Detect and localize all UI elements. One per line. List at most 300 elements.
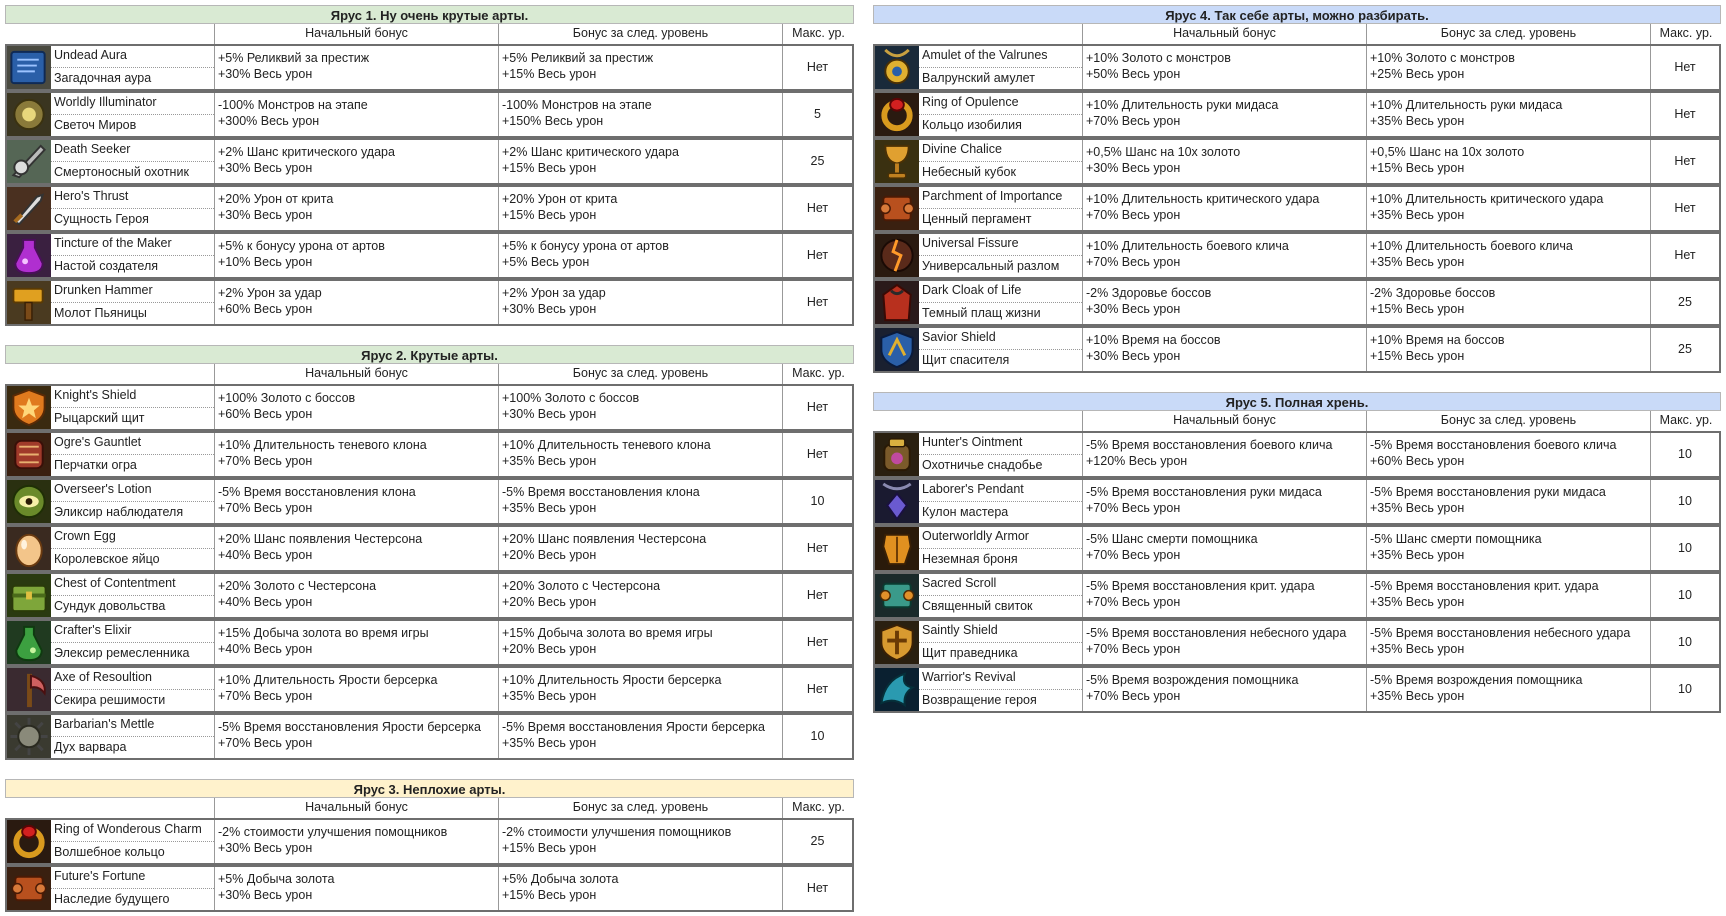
start-bonus-effect: -2% стоимости улучшения помощников [218,825,448,839]
next-bonus-damage: +20% Весь урон [502,548,597,562]
next-bonus-effect: +10% Длительность руки мидаса [1370,98,1563,112]
artifact-name-ru: Кулон мастера [922,505,1009,519]
next-bonus-damage: +35% Весь урон [1370,501,1465,515]
artifact-name-en: Outerworldly Armor [919,527,1082,549]
max-level-cell: Нет [1674,107,1696,121]
start-bonus-effect: +10% Длительность руки мидаса [1086,98,1279,112]
next-bonus-damage: +35% Весь урон [502,689,597,703]
next-bonus-damage: +15% Весь урон [502,841,597,855]
artifact-names [51,234,215,277]
next-bonus-effect: -5% Время восстановления клона [502,485,700,499]
artifact-names [51,281,215,324]
green-elixir-icon [7,621,51,664]
next-bonus-effect: +10% Длительность боевого клича [1370,239,1573,253]
start-bonus-damage: +70% Весь урон [1086,501,1181,515]
start-bonus-cell [215,281,499,324]
next-bonus-damage: +35% Весь урон [1370,595,1465,609]
artifact-row [873,138,1721,185]
next-bonus-effect: +5% Реликвий за престиж [502,51,654,65]
column-header-next-bonus: Бонус за след. уровень [499,24,783,44]
next-level-bonus-cell [499,574,783,617]
artifact-names [919,480,1083,523]
start-bonus-cell [1083,140,1367,183]
artifact-row [873,279,1721,326]
next-level-bonus-cell [499,621,783,664]
armor-icon [875,527,919,570]
column-header-max-level: Макс. ур. [1659,413,1713,427]
next-level-bonus-cell [1367,574,1651,617]
next-bonus-damage: +35% Весь урон [502,454,597,468]
max-level-cell: 25 [1678,295,1692,309]
tier-1-table [5,5,854,326]
artifact-row [5,619,854,666]
next-bonus-damage: +15% Весь урон [502,67,597,81]
start-bonus-cell [1083,433,1367,476]
artifact-row [873,478,1721,525]
artifact-names [51,820,215,863]
next-level-bonus-cell [1367,140,1651,183]
artifact-name-en: Worldly Illuminator [51,93,214,115]
artifact-name-en: Hero's Thrust [51,187,214,209]
artifact-name-en: Chest of Contentment [51,574,214,596]
start-bonus-damage: +70% Весь урон [218,501,313,515]
start-bonus-effect: +5% к бонусу урона от артов [218,239,385,253]
scroll-icon [875,187,919,230]
start-bonus-damage: +60% Весь урон [218,407,313,421]
artifact-name-ru: Волшебное кольцо [54,845,165,859]
artifact-name-en: Crown Egg [51,527,214,549]
artifact-row [5,818,854,865]
start-bonus-damage: +70% Весь урон [218,454,313,468]
artifact-name-ru: Эликсир наблюдателя [54,505,184,519]
start-bonus-damage: +10% Весь урон [218,255,313,269]
start-bonus-cell [215,715,499,758]
artifact-row [5,279,854,326]
max-level-cell: Нет [806,447,829,461]
eye-lotion-icon [7,480,51,523]
start-bonus-effect: +20% Золото с Честерсона [218,579,377,593]
next-level-bonus-cell [499,715,783,758]
shield-icon [7,386,51,429]
artifact-name-en: Divine Chalice [919,140,1082,162]
next-level-bonus-cell [499,867,783,910]
artifact-row [5,44,854,91]
start-bonus-effect: +100% Золото с боссов [218,391,356,405]
artifact-row [873,185,1721,232]
next-bonus-effect: -5% Время возрождения помощника [1370,673,1583,687]
start-bonus-damage: +70% Весь урон [218,736,313,750]
artifact-row [873,232,1721,279]
next-level-bonus-cell [499,140,783,183]
start-bonus-effect: -5% Шанс смерти помощника [1086,532,1258,546]
start-bonus-cell [215,574,499,617]
artifact-name-ru: Священный свиток [922,599,1033,613]
tier-3-table [5,779,854,912]
start-bonus-cell [215,433,499,476]
max-level-cell: 10 [810,729,825,743]
artifact-name-ru: Темный плащ жизни [922,306,1041,320]
start-bonus-cell [215,527,499,570]
artifact-names [51,574,215,617]
artifact-name-en: Ring of Opulence [919,93,1082,115]
artifact-row [873,326,1721,373]
column-header-start-bonus: Начальный бонус [215,24,499,44]
next-bonus-effect: +10% Длительность критического удара [1370,192,1604,206]
start-bonus-damage: +30% Весь урон [218,208,313,222]
artifact-name-ru: Щит спасителя [922,353,1010,367]
max-level-cell: 10 [810,494,825,508]
max-level-cell: Нет [1674,248,1696,262]
tier-title: Ярус 4. Так себе арты, можно разбирать. [873,5,1721,24]
next-level-bonus-cell [1367,621,1651,664]
column-header-max-level: Макс. ур. [1659,26,1713,40]
artifact-name-en: Tincture of the Maker [51,234,214,256]
amulet-icon [875,46,919,89]
max-level-cell: Нет [1674,154,1696,168]
artifact-name-en: Crafter's Elixir [51,621,214,643]
start-bonus-cell [215,480,499,523]
start-bonus-cell [215,867,499,910]
next-level-bonus-cell [499,820,783,863]
start-bonus-cell [215,140,499,183]
start-bonus-cell [215,668,499,711]
start-bonus-damage: +30% Весь урон [1086,349,1181,363]
artifact-name-en: Overseer's Lotion [51,480,214,502]
next-bonus-effect: +10% Длительность Ярости берсерка [502,673,722,687]
artifact-names [919,93,1083,136]
next-bonus-damage: +15% Весь урон [1370,302,1465,316]
max-level-cell: Нет [806,635,829,649]
artifact-name-ru: Настой создателя [54,259,159,273]
artifact-name-ru: Королевское яйцо [54,552,160,566]
start-bonus-damage: +70% Весь урон [1086,255,1181,269]
next-bonus-effect: +0,5% Шанс на 10х золото [1370,145,1525,159]
start-bonus-damage: +300% Весь урон [218,114,320,128]
artifact-row [873,525,1721,572]
start-bonus-cell [1083,480,1367,523]
next-bonus-damage: +35% Весь урон [1370,114,1465,128]
spiked-ball-icon [7,715,51,758]
max-level-cell: 10 [1678,635,1692,649]
start-bonus-effect: +10% Длительность Ярости берсерка [218,673,438,687]
start-bonus-cell [1083,621,1367,664]
pendant-icon [875,480,919,523]
next-bonus-damage: +60% Весь урон [1370,454,1465,468]
artifact-name-en: Laborer's Pendant [919,480,1082,502]
next-level-bonus-cell [1367,480,1651,523]
column-header-max-level: Макс. ур. [792,26,845,40]
artifact-row [5,431,854,478]
start-bonus-damage: +40% Весь урон [218,595,313,609]
next-bonus-damage: +15% Весь урон [502,208,597,222]
max-level-cell: Нет [806,541,829,555]
start-bonus-effect: -5% Время восстановления небесного удара [1086,626,1347,640]
egg-icon [7,527,51,570]
start-bonus-damage: +30% Весь урон [1086,302,1181,316]
next-bonus-effect: +10% Золото с монстров [1370,51,1515,65]
artifact-name-ru: Неземная броня [922,552,1018,566]
artifact-names [919,281,1083,324]
max-level-cell: 25 [810,154,825,168]
artifact-name-ru: Сущность Героя [54,212,149,226]
artifact-name-ru: Перчатки огра [54,458,137,472]
artifact-row [873,619,1721,666]
column-header-next-bonus: Бонус за след. уровень [1367,411,1651,431]
artifact-name-en: Future's Fortune [51,867,214,889]
start-bonus-cell [215,386,499,429]
next-bonus-effect: -5% Время восстановления Ярости берсерка [502,720,765,734]
next-bonus-effect: -5% Время восстановления руки мидаса [1370,485,1606,499]
max-level-cell: Нет [806,682,829,696]
hammer-icon [7,281,51,324]
next-bonus-effect: +5% к бонусу урона от артов [502,239,669,253]
artifact-name-en: Warrior's Revival [919,668,1082,690]
column-header-start-bonus: Начальный бонус [215,798,499,818]
next-bonus-damage: +35% Весь урон [502,736,597,750]
max-level-cell: 10 [1678,682,1692,696]
revival-wing-icon [875,668,919,711]
artifact-names [51,386,215,429]
artifact-name-en: Dark Cloak of Life [919,281,1082,303]
artifact-name-en: Hunter's Ointment [919,433,1082,455]
tier-title: Ярус 3. Неплохие арты. [5,779,854,798]
artifact-name-ru: Универсальный разлом [922,259,1060,273]
start-bonus-effect: +15% Добыча золота во время игры [218,626,429,640]
max-level-cell: Нет [806,248,829,262]
artifact-names [919,574,1083,617]
purple-potion-icon [7,234,51,277]
artifact-row [5,478,854,525]
max-level-cell: Нет [806,400,829,414]
max-level-cell: 10 [1678,588,1692,602]
tier-title: Ярус 1. Ну очень крутые арты. [5,5,854,24]
artifact-name-ru: Сундук довольства [54,599,166,613]
max-level-cell: Нет [806,60,829,74]
start-bonus-damage: +30% Весь урон [218,67,313,81]
ring-icon [875,93,919,136]
artifact-names [51,93,215,136]
artifact-name-en: Savior Shield [919,328,1082,350]
next-bonus-effect: +5% Добыча золота [502,872,619,886]
column-header-row [873,411,1721,431]
start-bonus-damage: +60% Весь урон [218,302,313,316]
artifact-name-ru: Небесный кубок [922,165,1016,179]
artifact-names [919,46,1083,89]
column-header-artifact [5,364,215,384]
artifact-row [5,232,854,279]
start-bonus-cell [1083,234,1367,277]
next-bonus-effect: +10% Длительность теневого клона [502,438,711,452]
next-bonus-damage: +35% Весь урон [1370,208,1465,222]
column-header-start-bonus: Начальный бонус [1083,411,1367,431]
start-bonus-effect: +5% Добыча золота [218,872,335,886]
gauntlet-icon [7,433,51,476]
column-header-next-bonus: Бонус за след. уровень [499,798,783,818]
artifact-row [873,44,1721,91]
max-level-cell: Нет [806,588,829,602]
start-bonus-damage: +30% Весь урон [218,841,313,855]
artifact-name-ru: Элексир ремесленника [54,646,190,660]
start-bonus-cell [1083,187,1367,230]
max-level-cell: 25 [810,834,825,848]
next-level-bonus-cell [1367,281,1651,324]
artifact-name-en: Universal Fissure [919,234,1082,256]
start-bonus-damage: +40% Весь урон [218,642,313,656]
tier-title: Ярус 5. Полная хрень. [873,392,1721,411]
start-bonus-cell [1083,574,1367,617]
column-header-start-bonus: Начальный бонус [1083,24,1367,44]
start-bonus-effect: +20% Шанс появления Честерсона [218,532,423,546]
column-header-row [5,24,854,44]
artifact-name-en: Axe of Resoultion [51,668,214,690]
artifact-names [919,234,1083,277]
start-bonus-effect: +10% Длительность критического удара [1086,192,1320,206]
next-level-bonus-cell [1367,234,1651,277]
start-bonus-cell [215,187,499,230]
artifact-names [51,715,215,758]
artifact-name-en: Knight's Shield [51,386,214,408]
artifact-name-en: Undead Aura [51,46,214,68]
next-bonus-damage: +35% Весь урон [1370,255,1465,269]
column-header-max-level: Макс. ур. [792,366,845,380]
artifact-name-en: Death Seeker [51,140,214,162]
artifact-names [51,621,215,664]
start-bonus-cell [1083,46,1367,89]
artifact-name-en: Amulet of the Valrunes [919,46,1082,68]
artifact-name-ru: Охотничье снадобье [922,458,1043,472]
max-level-cell: 10 [1678,541,1692,555]
artifact-name-en: Drunken Hammer [51,281,214,303]
next-bonus-effect: +2% Урон за удар [502,286,606,300]
start-bonus-effect: -5% Время восстановления руки мидаса [1086,485,1322,499]
start-bonus-damage: +40% Весь урон [218,548,313,562]
start-bonus-damage: +70% Весь урон [1086,689,1181,703]
next-bonus-effect: -2% Здоровье боссов [1370,286,1496,300]
start-bonus-cell [1083,328,1367,371]
start-bonus-effect: +10% Золото с монстров [1086,51,1231,65]
artifact-row [873,666,1721,713]
artifact-names [919,433,1083,476]
start-bonus-cell [215,46,499,89]
column-header-row [5,798,854,818]
start-bonus-damage: +70% Весь урон [1086,595,1181,609]
artifact-name-ru: Наследие будущего [54,892,170,906]
artifact-row [5,666,854,713]
start-bonus-effect: +0,5% Шанс на 10х золото [1086,145,1241,159]
start-bonus-effect: -5% Время возрождения помощника [1086,673,1299,687]
next-level-bonus-cell [1367,433,1651,476]
next-level-bonus-cell [499,433,783,476]
next-bonus-damage: +30% Весь урон [502,302,597,316]
column-header-row [5,364,854,384]
artifact-names [51,527,215,570]
start-bonus-cell [1083,93,1367,136]
column-header-next-bonus: Бонус за след. уровень [1367,24,1651,44]
artifact-names [51,668,215,711]
column-header-next-bonus: Бонус за след. уровень [499,364,783,384]
next-level-bonus-cell [499,281,783,324]
start-bonus-damage: +70% Весь урон [218,689,313,703]
max-level-cell: Нет [1674,201,1696,215]
artifact-row [873,431,1721,478]
column-header-row [873,24,1721,44]
next-bonus-effect: -5% Время восстановления крит. удара [1370,579,1599,593]
artifact-name-ru: Смертоносный охотник [54,165,189,179]
start-bonus-effect: +10% Длительность боевого клича [1086,239,1289,253]
next-bonus-damage: +20% Весь урон [502,642,597,656]
next-level-bonus-cell [499,234,783,277]
next-bonus-damage: +150% Весь урон [502,114,604,128]
max-level-cell: 10 [1678,447,1692,461]
next-bonus-effect: -5% Время восстановления небесного удара [1370,626,1631,640]
artifact-names [919,187,1083,230]
artifact-row [5,384,854,431]
next-level-bonus-cell [499,668,783,711]
artifact-row [5,865,854,912]
tier-title: Ярус 2. Крутые арты. [5,345,854,364]
tier-2-table [5,345,854,760]
max-level-cell: Нет [806,201,829,215]
artifact-names [919,621,1083,664]
artifact-name-ru: Светоч Миров [54,118,137,132]
max-level-cell: 5 [814,107,821,121]
column-header-max-level: Макс. ур. [792,800,845,814]
start-bonus-cell [1083,527,1367,570]
artifact-name-en: Parchment of Importance [919,187,1082,209]
artifact-names [919,140,1083,183]
next-bonus-effect: +100% Золото с боссов [502,391,640,405]
next-level-bonus-cell [499,93,783,136]
column-header-artifact [873,411,1083,431]
next-bonus-effect: +10% Время на боссов [1370,333,1505,347]
artifact-name-en: Ring of Wonderous Charm [51,820,214,842]
max-level-cell: 10 [1678,494,1692,508]
next-level-bonus-cell [1367,328,1651,371]
column-header-artifact [5,798,215,818]
artifact-row [5,572,854,619]
next-bonus-damage: +35% Весь урон [502,501,597,515]
artifact-name-en: Ogre's Gauntlet [51,433,214,455]
artifact-name-en: Barbarian's Mettle [51,715,214,737]
artifact-name-ru: Возвращение героя [922,693,1037,707]
sword-icon [7,187,51,230]
start-bonus-damage: +30% Весь урон [218,161,313,175]
next-bonus-damage: +15% Весь урон [1370,349,1465,363]
column-header-artifact [5,24,215,44]
ointment-icon [875,433,919,476]
blue-shield-icon [875,328,919,371]
start-bonus-cell [215,234,499,277]
artifact-name-ru: Щит праведника [922,646,1018,660]
artifact-name-ru: Кольцо изобилия [922,118,1022,132]
next-bonus-effect: +20% Урон от крита [502,192,618,206]
artifact-names [919,668,1083,711]
next-level-bonus-cell [1367,527,1651,570]
artifact-row [5,185,854,232]
start-bonus-damage: +50% Весь урон [1086,67,1181,81]
teal-scroll-icon [875,574,919,617]
artifact-row [873,91,1721,138]
start-bonus-cell [1083,668,1367,711]
start-bonus-effect: +20% Урон от крита [218,192,334,206]
artifact-name-ru: Загадочная аура [54,71,152,85]
start-bonus-damage: +120% Весь урон [1086,454,1188,468]
next-bonus-effect: -2% стоимости улучшения помощников [502,825,732,839]
tier-5-table [873,392,1721,713]
artifact-names [51,187,215,230]
start-bonus-damage: +70% Весь урон [1086,114,1181,128]
cloak-icon [875,281,919,324]
